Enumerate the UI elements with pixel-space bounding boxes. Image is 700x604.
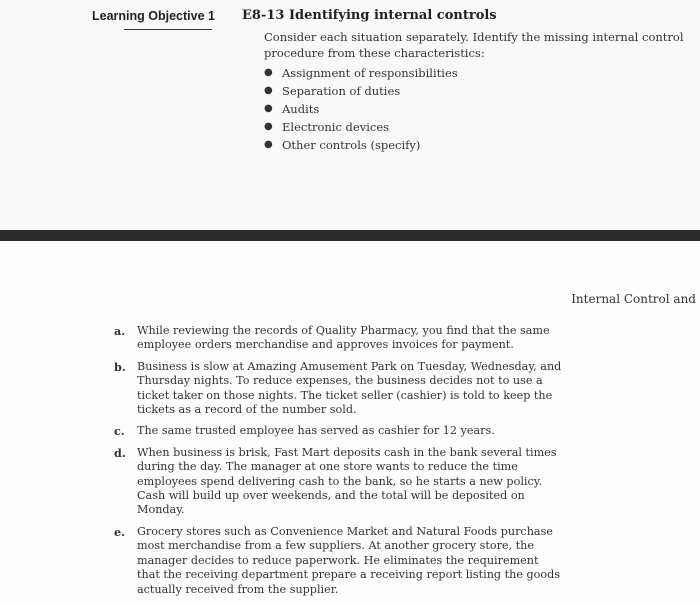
- bullet-icon: ●: [264, 121, 273, 132]
- characteristic-text: Assignment of responsibilities: [282, 66, 458, 80]
- characteristic-text: Electronic devices: [282, 120, 390, 134]
- list-item: [264, 82, 458, 100]
- bullet-icon: ●: [264, 67, 273, 78]
- item-letter: d.: [114, 445, 126, 460]
- item-text: While reviewing the records of Quality Pharmacy, you find that the same employee orders merchandise and approves invoices for payment.: [137, 324, 550, 352]
- item-text: The same trusted employee has served as cashier for 12 years.: [137, 424, 495, 438]
- item-letter: c.: [114, 424, 125, 439]
- list-item: [264, 118, 458, 136]
- item-letter: a.: [114, 324, 126, 338]
- list-item: [264, 136, 458, 154]
- item-text: When business is brisk, Fast Mart deposits cash in the bank several times during the day. The manager at one store wants to reduce the time employees spend delivering cash to the bank, so he starts a new policy. Cash will build up over weekends, and the total will be deposited on Monday.: [137, 445, 557, 517]
- list-item: [264, 64, 458, 82]
- running-header: Internal Control and: [571, 292, 696, 306]
- characteristic-text: Separation of duties: [282, 84, 401, 98]
- characteristic-text: Other controls (specify): [282, 138, 421, 152]
- list-item: [114, 360, 564, 418]
- list-item: [114, 424, 564, 438]
- characteristics-list: [264, 64, 458, 154]
- bullet-icon: ●: [264, 103, 273, 114]
- learning-objective-label: Learning Objective 1: [92, 9, 215, 23]
- page-divider: [0, 230, 700, 241]
- item-text: Grocery stores such as Convenience Market and Natural Foods purchase most merchandise from a few suppliers. At another grocery store, the manager decides to reduce paperwork. He eliminates the requirement that the receiving department prepare a receiving report listing the goods actually received from the supplier.: [137, 524, 561, 596]
- exercise-intro: Consider each situation separately. Identify the missing internal control procedure from these characteristics:: [264, 30, 684, 60]
- list-item: [264, 100, 458, 118]
- situations-list: [114, 324, 564, 604]
- exercise-title: E8-13 Identifying internal controls: [242, 8, 497, 23]
- bullet-icon: ●: [264, 85, 273, 96]
- item-letter: b.: [114, 359, 126, 374]
- item-letter: e.: [114, 524, 126, 539]
- bullet-icon: ●: [264, 139, 273, 150]
- list-item: [114, 525, 564, 597]
- learning-objective-underline: [124, 29, 212, 30]
- list-item: [114, 446, 564, 518]
- list-item: [114, 324, 564, 353]
- item-text: Business is slow at Amazing Amusement Park on Tuesday, Wednesday, and Thursday nights. To reduce expenses, the business decides not to use a ticket taker on those nights. The ticket seller (cashier) is told to keep the tickets as a record of the number sold.: [137, 359, 562, 417]
- characteristic-text: Audits: [282, 102, 320, 116]
